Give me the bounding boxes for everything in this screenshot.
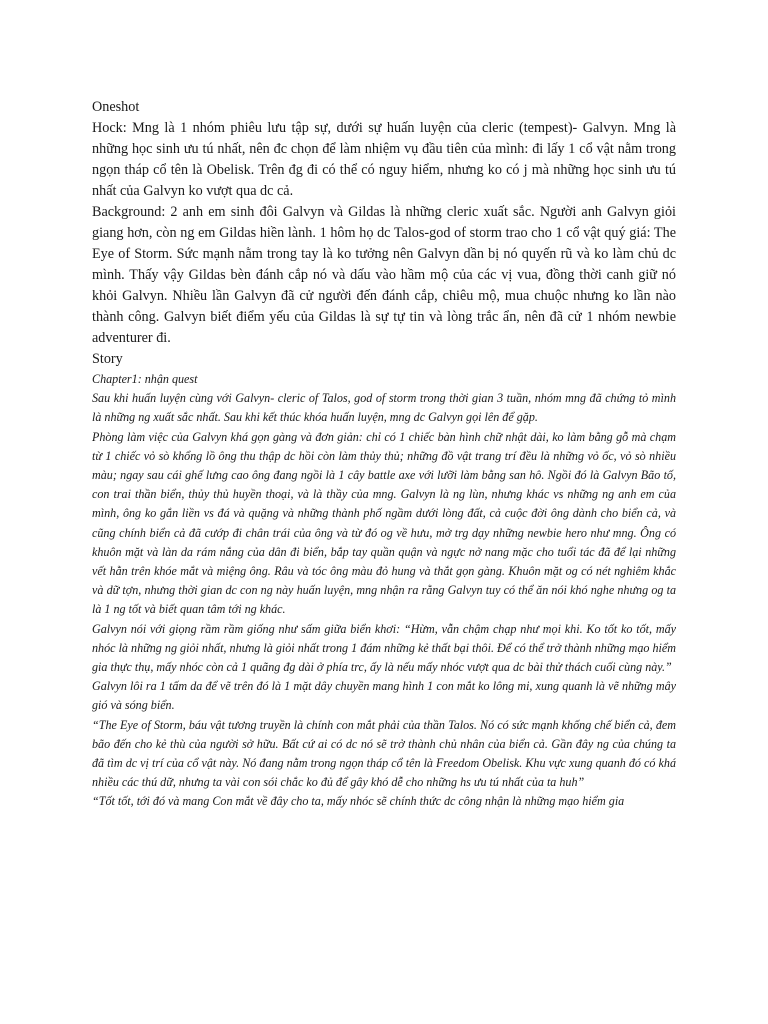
story-paragraph: Phòng làm việc của Galvyn khá gọn gàng và đơn giản: chỉ có 1 chiếc bàn hình chữ nhật dài, ko làm bằng gỗ mà chạm từ 1 chiếc vỏ sò khổng lồ ông thu thập dc hồi còn làm thủy thủ; những đồ vật trang trí đều là những vỏ ốc, vỏ sò nhiều màu; ngay sau cái ghế lưng cao ông đang ngồi là 1 cây battle axe với lưỡi làm bằng san hô. Ngồi đó là Galvyn Bão tố, con trai thần biển, thủy thủ huyền thoại, và là thầy của mng. Galvyn là ng lùn, nhưng khác vs những ng anh em của mình, ông ko gắn liền vs đá và quặng và những thành phố ngầm dưới lòng đất, cả cuộc đời ông dành cho biển cả, và cũng chính biển cả đã cướp đi chân trái của ông và từ đó og về hưu, mở trg dạy những newbie hero như mng. Ông có khuôn mặt và làn da rám nắng của dân đi biển, bắp tay quần quận và ngực nở nang mặc cho tuổi tác đã để lại những vết hằn trên khóe mắt và miệng ông. Râu và tóc ông màu đỏ hung và thắt gọn gàng. Khuôn mặt og có nét nghiêm khắc và dữ tợn, nhưng thời gian dc con ng này huấn luyện, mng nhận ra rằng Galvyn tuy có thể ăn nói khó nghe nhưng og ta là 1 ng tốt và biết quan tâm tới ng khác.	[92, 429, 676, 617]
story-paragraph: “The Eye of Storm, báu vật tương truyền là chính con mắt phải của thần Talos. Nó có sức mạnh khống chế biển cả, đem bão đến cho kẻ thù của người sở hữu. Bất cứ ai có dc nó sẽ trở thành chủ nhân của biển cả. Gần đây ng của chúng ta đã tìm dc vị trí của cổ vật này. Nó đang nằm trong ngọn tháp cổ tên là Freedom Obelisk. Khu vực xung quanh đó có khá nhiều các thú dữ, nhưng ta vài con sói chắc ko đủ để gây khó dễ cho những hs ưu tú nhất của ta huh”	[92, 717, 676, 790]
chapter-title: Chapter1: nhận quest	[92, 372, 198, 386]
hook-paragraph: Hock: Mng là 1 nhóm phiêu lưu tập sự, dưới sự huấn luyện của cleric (tempest)- Galvyn. Mng là những học sinh ưu tú nhất, nên đc chọn để làm nhiệm vụ đầu tiên của mình: đi lấy 1 cổ vật nằm trong ngọn tháp cổ tên là Obelisk. Trên đg đi có thể có nguy hiểm, nhưng ko có j mà những học sinh ưu tú nhất của Galvyn ko vượt qua dc cả.	[92, 120, 676, 199]
story-paragraph: Galvyn lôi ra 1 tấm da để vẽ trên đó là 1 mặt dây chuyền mang hình 1 con mắt ko lông mi, xung quanh là vẽ những mây gió và sóng biển.	[92, 679, 676, 713]
story-heading: Story	[92, 351, 123, 367]
story-paragraph: Sau khi huấn luyện cùng với Galvyn- cleric of Talos, god of storm trong thời gian 3 tuần, nhóm mng đã chứng tỏ mình là những ng xuất sắc nhất. Sau khi kết thúc khóa huấn luyện, mng dc Galvyn gọi lên để gặp.	[92, 391, 676, 425]
background-paragraph: Background: 2 anh em sinh đôi Galvyn và Gildas là những cleric xuất sắc. Người anh Galvyn giỏi giang hơn, còn ng em Gildas hiền lành. 1 hôm họ dc Talos-god of storm trao cho 1 cổ vật quý giá: The Eye of Storm. Sức mạnh nằm trong tay là ko tưởng nên Galvyn dần bị nó quyến rũ và ko làm chủ dc mình. Thấy vậy Gildas bèn đánh cắp nó và dấu vào hầm mộ của các vị vua, đồng thời canh giữ nó khỏi Galvyn. Nhiều lần Galvyn đã cử người đến đánh cắp, chiêu mộ, mua chuộc nhưng ko lần nào thành công. Galvyn biết điểm yếu của Gildas là sự tự tin và lòng trắc ẩn, nên đã cử 1 nhóm newbie adventurer đi.	[92, 204, 676, 346]
document-body	[92, 97, 676, 812]
story-paragraph: Galvyn nói với giọng rầm rầm giống như sấm giữa biển khơi: “Hừm, vẫn chậm chạp như mọi khi. Ko tốt ko tốt, mấy nhóc là những ng giỏi nhất, nhưng là giỏi nhất trong 1 đám những kẻ thất bại thôi. Để có thể trở thành những mạo hiểm gia thực thụ, mấy nhóc còn cả 1 quãng đg dài ở phía trc, ấy là nếu mấy nhóc vượt qua dc bài thử thách cuối cùng này.”	[92, 621, 676, 675]
document-title: Oneshot	[92, 99, 140, 115]
story-paragraph: “Tốt tốt, tới đó và mang Con mắt về đây cho ta, mấy nhóc sẽ chính thức dc công nhận là những mạo hiểm gia	[92, 794, 625, 809]
